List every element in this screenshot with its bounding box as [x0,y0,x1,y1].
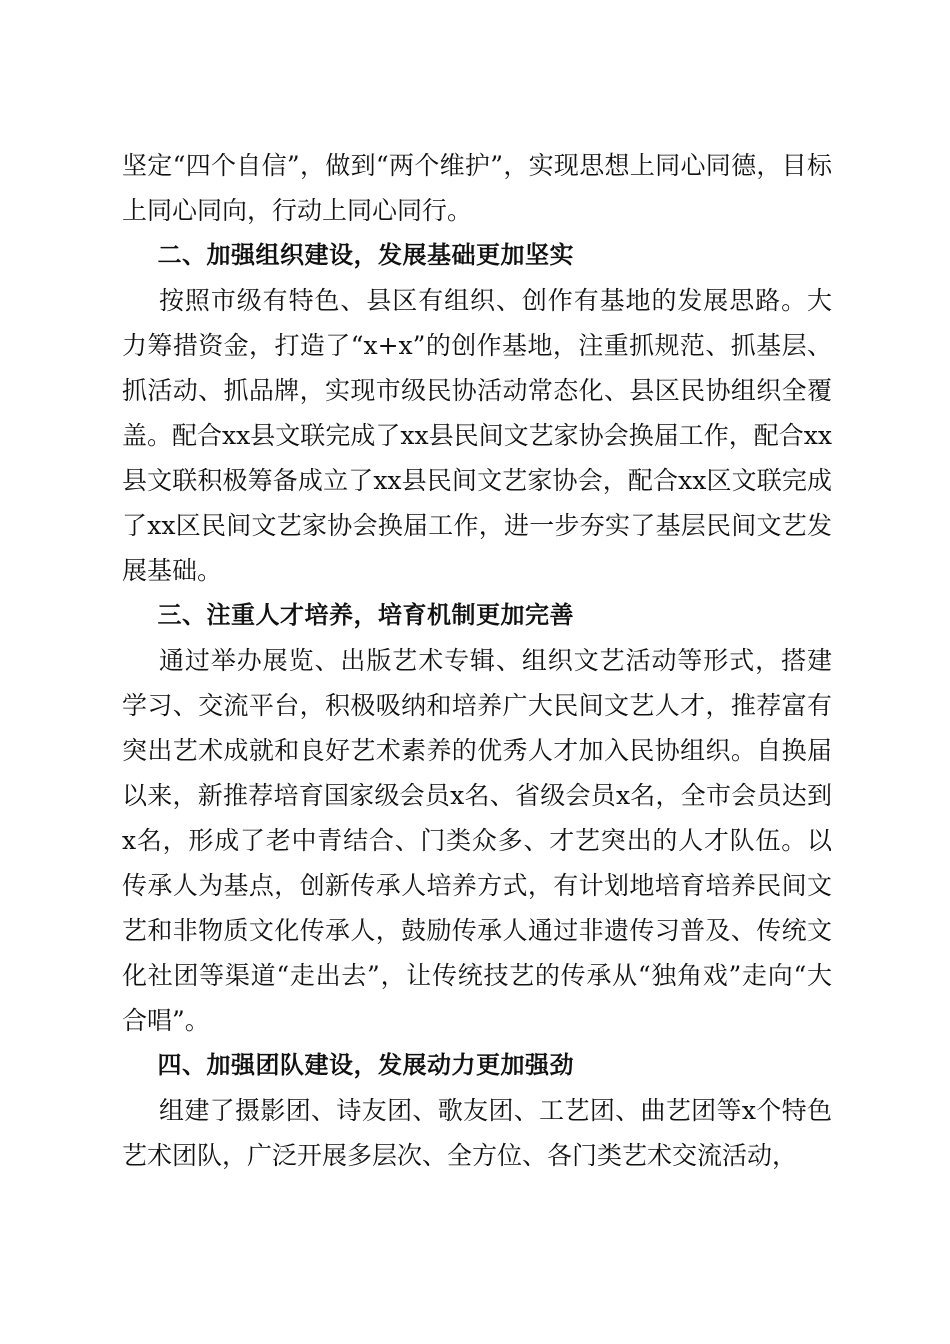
paragraph-organization-building: 按照市级有特色、县区有组织、创作有基地的发展思路。大力筹措资金，打造了“x+x”的创作基地，注重抓规范、抓基层、抓活动、抓品牌，实现市级民协活动常态化、县区民协组织全覆盖。配合xx县文联完成了xx县民间文艺家协会换届工作，配合xx县文联积极筹备成立了xx县民间文艺家协会，配合xx区文联完成了xx区民间文艺家协会换届工作，进一步夯实了基层民间文艺发展基础。 [122,286,832,585]
section-heading-4: 四、加强团队建设，发展动力更加强劲 [157,1051,575,1079]
paragraph-team-building: 组建了摄影团、诗友团、歌友团、工艺团、曲艺团等x个特色艺术团队，广泛开展多层次、全方位、各门类艺术交流活动， [122,1096,832,1170]
section-heading-2: 二、加强组织建设，发展基础更加坚实 [157,241,575,269]
section-heading-3: 三、注重人才培养，培育机制更加完善 [157,601,575,629]
document-body [122,143,832,1178]
paragraph-talent-cultivation: 通过举办展览、出版艺术专辑、组织文艺活动等形式，搭建学习、交流平台，积极吸纳和培养广大民间文艺人才，推荐富有突出艺术成就和良好艺术素养的优秀人才加入民协组织。自换届以来，新推荐培育国家级会员x名、省级会员x名，全市会员达到x名，形成了老中青结合、门类众多、才艺突出的人才队伍。以传承人为基点，创新传承人培养方式，有计划地培育培养民间文艺和非物质文化传承人，鼓励传承人通过非遗传习普及、传统文化社团等渠道“走出去”，让传统技艺的传承从“独角戏”走向“大合唱”。 [122,646,832,1035]
paragraph-continued-intro: 坚定“四个自信”，做到“两个维护”，实现思想上同心同德，目标上同心同向，行动上同心同行。 [122,151,832,225]
